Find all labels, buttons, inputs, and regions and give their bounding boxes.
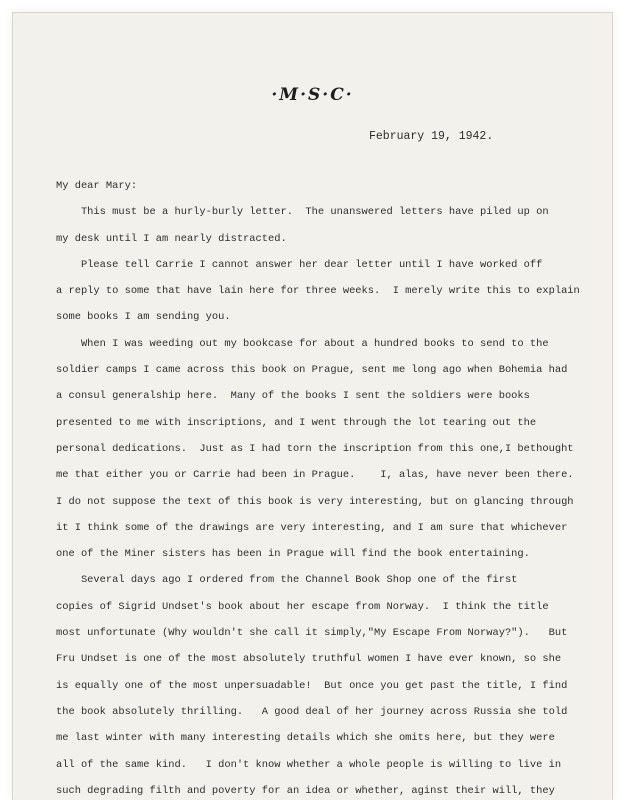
text-line: Several days ago I ordered from the Channel Book Shop one of the first [56, 574, 518, 587]
text-line: soldier camps I came across this book on Prague, sent me long ago when Bohemia had [56, 364, 568, 377]
text-line: my desk until I am nearly distracted. [56, 232, 287, 245]
text-line: some books I am sending you. [56, 311, 231, 324]
salutation: My dear Mary: [56, 180, 138, 192]
text-line: presented to me with inscriptions, and I went through the lot tearing out the [56, 416, 537, 429]
letter-body [56, 173, 596, 800]
text-line: such degrading filth and poverty for an idea or whether, aginst their will, they [56, 784, 555, 797]
text-line: a consul generalship here. Many of the books I sent the soldiers were books [56, 390, 530, 403]
letter-page [13, 13, 612, 800]
text-line: most unfortunate (Why wouldn't she call it simply,"My Escape From Norway?"). But [56, 627, 568, 640]
text-line: the book absolutely thrilling. A good deal of her journey across Russia she told [56, 705, 568, 718]
text-line: Fru Undset is one of the most absolutely truthful women I have ever known, so she [56, 653, 562, 666]
text-line: one of the Miner sisters has been in Prague will find the book entertaining. [56, 548, 530, 561]
text-line: a reply to some that have lain here for three weeks. I merely write this to explain [56, 285, 580, 298]
text-line: I do not suppose the text of this book is very interesting, but on glancing through [56, 495, 574, 508]
text-line: it I think some of the drawings are very interesting, and I am sure that whichever [56, 521, 568, 534]
text-line: personal dedications. Just as I had torn the inscription from this one,I bethought [56, 442, 574, 455]
text-line: me last winter with many interesting details which she omits here, but they were [56, 732, 555, 745]
text-line: me that either you or Carrie had been in Prague. I, alas, have never been there. [56, 469, 574, 482]
text-line: all of the same kind. I don't know whether a whole people is willing to live in [56, 758, 562, 771]
text-line: When I was weeding out my bookcase for about a hundred books to send to the [56, 337, 549, 350]
text-line: copies of Sigrid Undset's book about her escape from Norway. I think the title [56, 600, 549, 613]
text-line: Please tell Carrie I cannot answer her dear letter until I have worked off [56, 258, 543, 271]
text-line: This must be a hurly-burly letter. The unanswered letters have piled up on [56, 206, 549, 219]
monogram-letterhead: ·M·S·C· [271, 85, 354, 105]
letter-date: February 19, 1942. [369, 130, 494, 143]
text-line: is equally one of the most unpersuadable! But once you get past the title, I find [56, 679, 568, 692]
